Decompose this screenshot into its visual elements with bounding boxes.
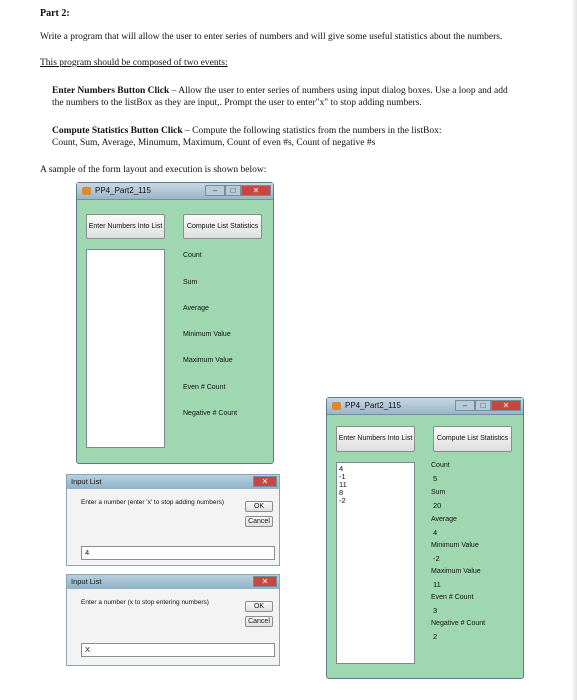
sample-text: A sample of the form layout and execution is shown below:	[40, 165, 267, 175]
part-heading: Part 2:	[40, 8, 70, 19]
list-item[interactable]: -2	[339, 496, 346, 505]
count-value: 5	[433, 474, 438, 483]
number-input[interactable]: 4	[81, 546, 275, 560]
list-item[interactable]: -1	[339, 472, 346, 481]
compute-event-text-1: – Compute the following statistics from the numbers in the listBox:	[182, 126, 442, 136]
minimize-icon[interactable]: –	[205, 185, 225, 196]
count-label: Count	[183, 252, 202, 259]
enter-numbers-button[interactable]: Enter Numbers Into List	[336, 426, 415, 452]
list-item[interactable]: 11	[339, 480, 347, 489]
composed-text: This program should be composed of two events:	[40, 58, 228, 68]
compute-event-desc	[52, 125, 552, 137]
list-item[interactable]: 4	[339, 464, 344, 473]
form2-titlebar	[327, 398, 523, 415]
form1-window	[76, 182, 274, 464]
list-item[interactable]: 8	[339, 488, 344, 497]
cancel-button[interactable]: Cancel	[245, 516, 273, 527]
maximum-value: 11	[433, 580, 441, 589]
enter-event-desc	[52, 85, 552, 97]
even-count-label: Even # Count	[183, 384, 226, 391]
input-dialog-2	[66, 574, 280, 666]
average-value: 4	[433, 528, 438, 537]
enter-event-text-2: the numbers to the listBox as they are input,. Prompt the user to enter"x" to stop adding numbers.	[52, 98, 422, 108]
count-label: Count	[431, 462, 450, 469]
compute-statistics-button[interactable]: Compute List Statistics	[433, 426, 512, 452]
dialog-prompt: Enter a number (x to stop entering numbers)	[81, 599, 209, 606]
close-icon[interactable]: ✕	[253, 576, 277, 587]
numbers-listbox[interactable]	[336, 462, 415, 664]
ok-button[interactable]: OK	[245, 601, 273, 612]
form2-window	[326, 397, 524, 679]
numbers-listbox[interactable]	[86, 249, 165, 448]
minimum-label: Minimum Value	[183, 331, 231, 338]
maximum-label: Maximum Value	[431, 568, 481, 575]
dialog-title: Input List	[71, 577, 102, 586]
dialog-prompt: Enter a number (enter 'x' to stop adding numbers)	[81, 499, 225, 506]
app-icon	[82, 187, 91, 195]
sum-label: Sum	[431, 489, 446, 496]
page-edge	[571, 0, 577, 700]
app-icon	[332, 402, 341, 410]
even-count-label: Even # Count	[431, 594, 474, 601]
ok-button[interactable]: OK	[245, 501, 273, 512]
minimum-value: -2	[433, 554, 440, 563]
maximize-icon[interactable]: □	[225, 185, 241, 196]
enter-event-text-1: – Allow the user to enter series of numbers using input dialog boxes. Use a loop and add	[169, 86, 508, 96]
form1-title: PP4_Part2_115	[95, 186, 151, 195]
cancel-button[interactable]: Cancel	[245, 616, 273, 627]
maximum-label: Maximum Value	[183, 357, 233, 364]
average-label: Average	[431, 516, 457, 523]
minimum-label: Minimum Value	[431, 542, 479, 549]
input-dialog-1	[66, 474, 280, 566]
close-icon[interactable]: ✕	[241, 185, 271, 196]
sum-label: Sum	[183, 279, 198, 286]
enter-event-heading: Enter Numbers Button Click	[52, 86, 170, 96]
negative-count-value: 2	[433, 632, 438, 641]
number-input[interactable]: X	[81, 643, 275, 657]
negative-count-label: Negative # Count	[183, 410, 238, 417]
compute-event-heading: Compute Statistics Button Click	[52, 126, 183, 136]
close-icon[interactable]: ✕	[491, 400, 521, 411]
negative-count-label: Negative # Count	[431, 620, 486, 627]
compute-statistics-button[interactable]: Compute List Statistics	[183, 214, 262, 239]
maximize-icon[interactable]: □	[475, 400, 491, 411]
close-icon[interactable]: ✕	[253, 476, 277, 487]
dialog-titlebar	[67, 575, 279, 589]
enter-numbers-button[interactable]: Enter Numbers Into List	[86, 214, 165, 239]
dialog-title: Input List	[71, 477, 102, 486]
minimize-icon[interactable]: –	[455, 400, 475, 411]
intro-text: Write a program that will allow the user to enter series of numbers and will give some useful statistics about the numbers.	[40, 32, 503, 42]
compute-event-text-2: Count, Sum, Average, Minumum, Maximum, Count of even #s, Count of negative #s	[52, 138, 376, 148]
even-count-value: 3	[433, 606, 438, 615]
dialog-titlebar	[67, 475, 279, 489]
average-label: Average	[183, 305, 209, 312]
sum-value: 20	[433, 501, 442, 510]
form2-title: PP4_Part2_115	[345, 401, 401, 410]
form1-titlebar	[77, 183, 273, 200]
